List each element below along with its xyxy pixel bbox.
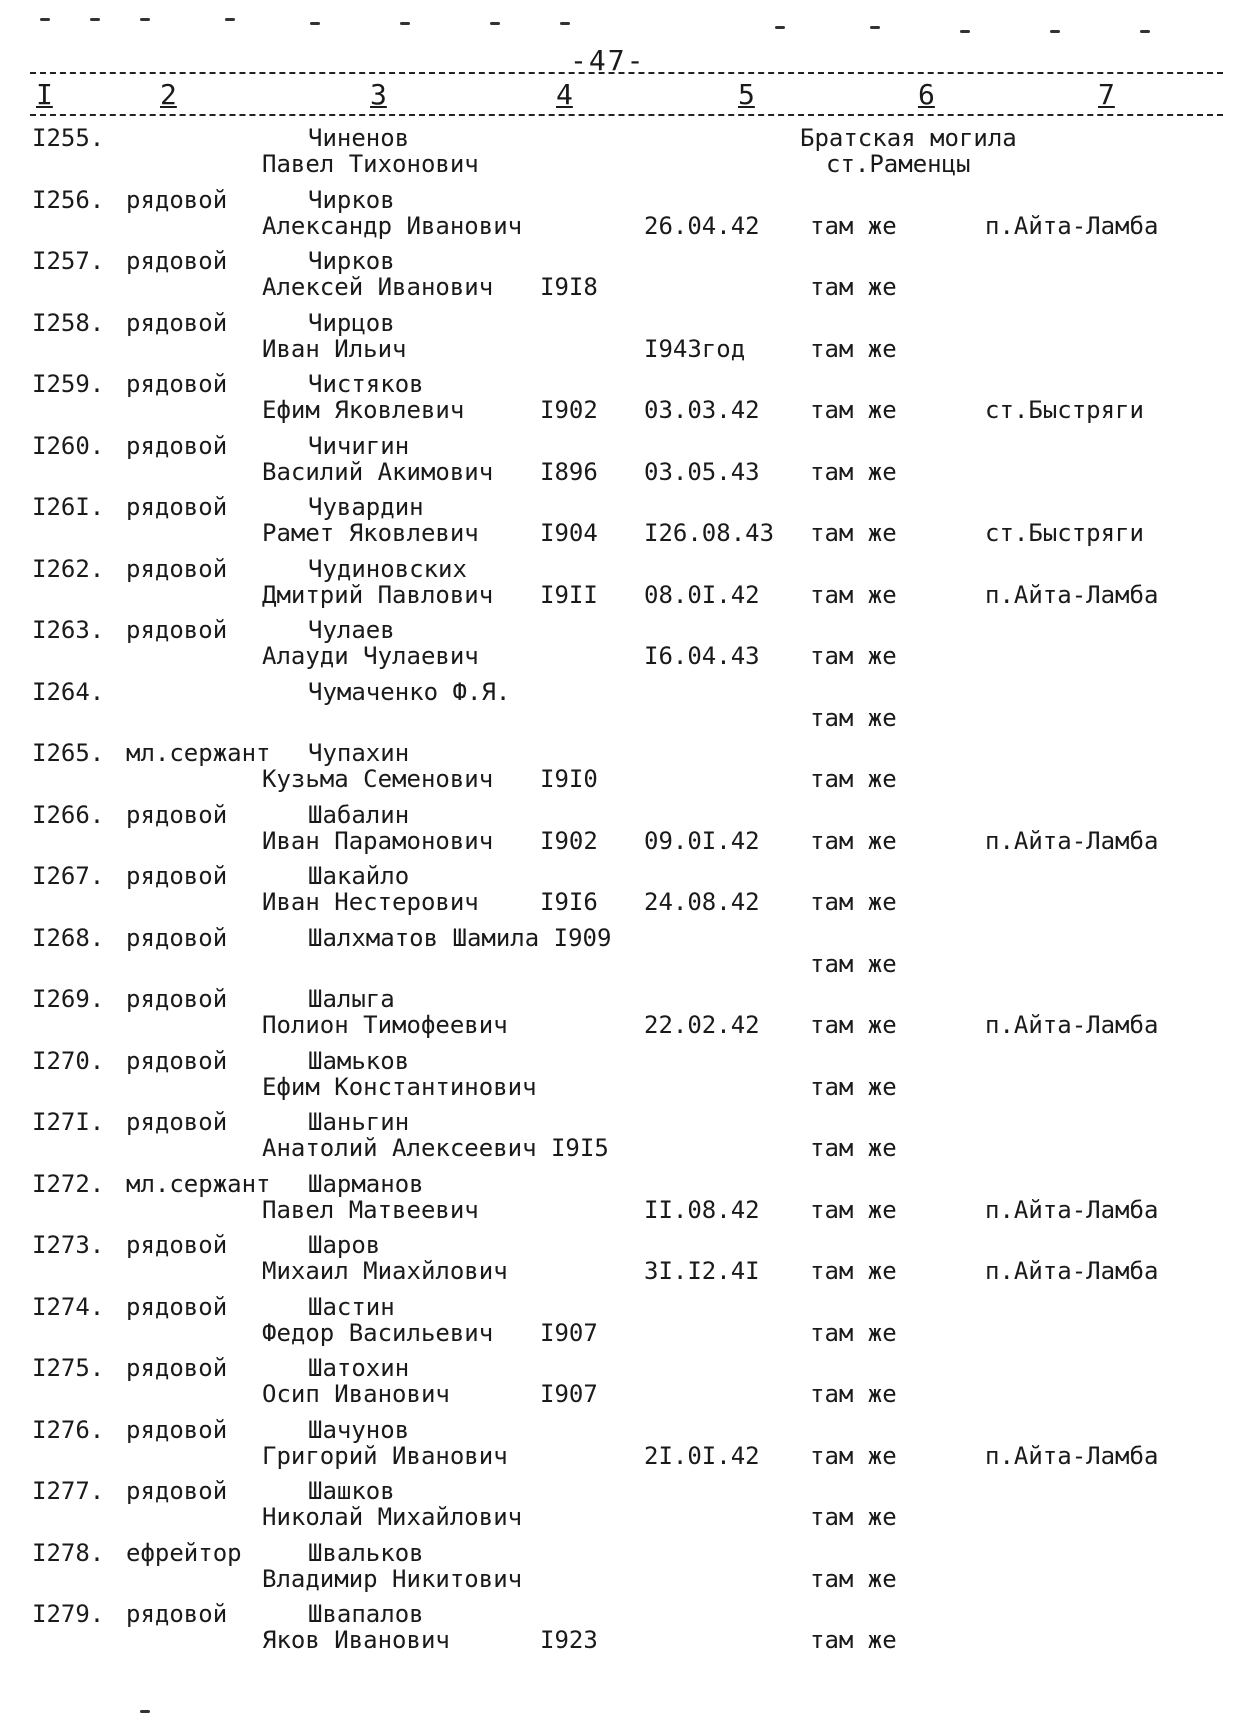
entry-surname: Шатохин (308, 1354, 410, 1382)
entry-place: ст.Быстряги (985, 396, 1144, 424)
entry-rank: рядовой (126, 554, 228, 583)
register-entry (0, 801, 1243, 861)
entry-num: I255. (32, 124, 105, 152)
entry-given: Николай Михайлович (262, 1503, 523, 1531)
entry-rank: ефрейтор (126, 1538, 242, 1567)
column-header-5: 5 (738, 78, 755, 111)
register-entry (0, 1477, 1243, 1537)
entry-burial: там же (810, 826, 897, 855)
entry-date: 24.08.42 (644, 888, 760, 916)
entry-rank: рядовой (126, 1108, 228, 1136)
entry-given: Иван Ильич (262, 334, 407, 363)
entry-place: п.Айта-Ламба (985, 1011, 1159, 1039)
entry-given: Анатолий Алексеевич I9I5 (262, 1134, 609, 1162)
entry-surname: Шалыга (308, 985, 395, 1013)
entry-burial: там же (810, 580, 897, 609)
entry-surname: Шаньгин (308, 1108, 410, 1136)
entry-rank: рядовой (126, 493, 228, 521)
entry-given: Владимир Никитович (262, 1564, 523, 1593)
entry-burial: там же (810, 1626, 897, 1654)
entry-num: I275. (32, 1354, 105, 1382)
entry-given: Рамет Яковлевич (262, 519, 479, 547)
entry-burial: там же (810, 1195, 897, 1224)
entry-num: I258. (32, 308, 105, 337)
entry-year: I907 (540, 1380, 598, 1408)
entry-rank: рядовой (126, 1354, 228, 1382)
entry-num: I257. (32, 247, 105, 275)
entry-num: I272. (32, 1169, 105, 1198)
entry-given: Ефим Яковлевич (262, 396, 465, 424)
entry-burial: там же (810, 1503, 897, 1531)
entry-num: I265. (32, 739, 105, 767)
register-entry (0, 924, 1243, 984)
entry-num: I264. (32, 677, 105, 706)
register-entry (0, 1600, 1243, 1660)
entry-surname: Шабалин (308, 800, 410, 829)
entry-place: ст.Раменцы (826, 150, 971, 178)
register-entry (0, 555, 1243, 615)
entry-burial: там же (810, 334, 897, 363)
entry-given: Алексей Иванович (262, 273, 494, 301)
entry-rank: рядовой (126, 1292, 228, 1321)
column-header-6: 6 (918, 78, 935, 111)
entry-num: I277. (32, 1477, 105, 1505)
entry-surname: Шаров (308, 1231, 381, 1259)
entry-place: ст.Быстряги (985, 519, 1144, 547)
register-entry (0, 247, 1243, 307)
entry-place: п.Айта-Ламба (985, 826, 1159, 855)
entry-place: п.Айта-Ламба (985, 1195, 1159, 1224)
register-entry (0, 1231, 1243, 1291)
register-entry (0, 1539, 1243, 1599)
entry-rank: рядовой (126, 1231, 228, 1259)
entry-rank: рядовой (126, 185, 228, 214)
entry-burial: там же (810, 1564, 897, 1593)
column-header-3: 3 (370, 78, 387, 111)
entry-num: I270. (32, 1046, 105, 1075)
entry-date: 26.04.42 (644, 211, 760, 240)
entry-given: Кузьма Семенович (262, 765, 494, 793)
entry-rank: рядовой (126, 616, 228, 644)
entry-year: I9I6 (540, 888, 598, 916)
entry-num: I274. (32, 1292, 105, 1321)
entry-num: I273. (32, 1231, 105, 1259)
entry-rank: мл.сержант (126, 739, 271, 767)
entry-year: I902 (540, 396, 598, 424)
entry-num: I259. (32, 370, 105, 398)
header-divider-bottom (30, 114, 1223, 116)
entry-surname: Чиненов (308, 124, 410, 152)
entry-given: Павел Матвеевич (262, 1195, 479, 1224)
entry-burial: там же (810, 1257, 897, 1285)
entry-surname: Чумаченко Ф.Я. (308, 677, 511, 706)
entry-rank: рядовой (126, 862, 228, 890)
entry-burial: там же (810, 765, 897, 793)
page-number: -47- (570, 44, 646, 77)
entry-year: I896 (540, 457, 598, 486)
entry-given: Полион Тимофеевич (262, 1011, 508, 1039)
entry-surname: Чудиновских (308, 554, 467, 583)
entry-date: 08.0I.42 (644, 580, 760, 609)
entry-given: Иван Нестерович (262, 888, 479, 916)
register-entry (0, 186, 1243, 246)
entry-place: п.Айта-Ламба (985, 211, 1159, 240)
entry-burial: там же (810, 211, 897, 240)
entry-year: I907 (540, 1318, 598, 1347)
entry-rank: рядовой (126, 1600, 228, 1628)
entry-num: I256. (32, 185, 105, 214)
register-entry (0, 1416, 1243, 1476)
entry-given: Яков Иванович (262, 1626, 450, 1654)
entry-burial: там же (810, 949, 897, 978)
header-divider-top (30, 72, 1223, 74)
register-entry (0, 678, 1243, 738)
entry-given: Дмитрий Павлович (262, 580, 494, 609)
entry-burial: Братская могила (800, 124, 1017, 152)
entry-date: 2I.0I.42 (644, 1441, 760, 1470)
register-entry (0, 1108, 1243, 1168)
column-header-2: 2 (160, 78, 177, 111)
entry-rank: рядовой (126, 370, 228, 398)
entry-surname: Чирков (308, 247, 395, 275)
entry-given: Алауди Чулаевич (262, 642, 479, 670)
entry-surname: Чупахин (308, 739, 410, 767)
column-header-7: 7 (1098, 78, 1115, 111)
register-entry (0, 1293, 1243, 1353)
register-entry (0, 616, 1243, 676)
entry-rank: рядовой (126, 1046, 228, 1075)
entry-surname: Шашков (308, 1477, 395, 1505)
entry-num: I266. (32, 800, 105, 829)
entry-date: 09.0I.42 (644, 826, 760, 855)
entry-surname: Шалхматов Шамила I909 (308, 923, 612, 952)
entry-num: I262. (32, 554, 105, 583)
column-header-4: 4 (556, 78, 573, 111)
entry-year: I904 (540, 519, 598, 547)
entry-burial: там же (810, 1072, 897, 1101)
entry-year: I902 (540, 826, 598, 855)
entry-surname: Чирцов (308, 308, 395, 337)
register-entry (0, 370, 1243, 430)
entry-rank: рядовой (126, 923, 228, 952)
entry-burial: там же (810, 1134, 897, 1162)
entry-num: I267. (32, 862, 105, 890)
register-entry (0, 1354, 1243, 1414)
entry-surname: Чирков (308, 185, 395, 214)
entry-burial: там же (810, 1318, 897, 1347)
entry-surname: Шачунов (308, 1415, 410, 1444)
register-entry (0, 309, 1243, 369)
entry-rank: рядовой (126, 985, 228, 1013)
register-entry (0, 432, 1243, 492)
entry-given: Григорий Иванович (262, 1441, 508, 1470)
register-entry (0, 862, 1243, 922)
entry-num: I276. (32, 1415, 105, 1444)
entry-rank: рядовой (126, 308, 228, 337)
entry-surname: Швальков (308, 1538, 424, 1567)
entry-num: I27I. (32, 1108, 105, 1136)
entry-rank: рядовой (126, 1415, 228, 1444)
entry-burial: там же (810, 888, 897, 916)
entry-surname: Чичигин (308, 431, 410, 460)
entry-burial: там же (810, 703, 897, 732)
entry-burial: там же (810, 457, 897, 486)
entry-year: I9I0 (540, 765, 598, 793)
entry-surname: Чулаев (308, 616, 395, 644)
register-entry (0, 1170, 1243, 1230)
entry-given: Ефим Константинович (262, 1072, 537, 1101)
entry-burial: там же (810, 1441, 897, 1470)
entry-date: 3I.I2.4I (644, 1257, 760, 1285)
entry-surname: Шарманов (308, 1169, 424, 1198)
entry-surname: Шамьков (308, 1046, 410, 1075)
entry-burial: там же (810, 273, 897, 301)
entry-burial: там же (810, 1011, 897, 1039)
entry-place: п.Айта-Ламба (985, 1257, 1159, 1285)
column-header-1: I (36, 78, 53, 111)
entry-burial: там же (810, 519, 897, 547)
entry-given: Осип Иванович (262, 1380, 450, 1408)
entry-surname: Шастин (308, 1292, 395, 1321)
entry-date: I6.04.43 (644, 642, 760, 670)
entry-date: I26.08.43 (644, 519, 775, 547)
entry-burial: там же (810, 642, 897, 670)
entry-year: I9II (540, 580, 598, 609)
entry-date: 03.03.42 (644, 396, 760, 424)
entry-burial: там же (810, 1380, 897, 1408)
register-entry (0, 739, 1243, 799)
entry-surname: Швапалов (308, 1600, 424, 1628)
register-entry (0, 1047, 1243, 1107)
entry-num: I269. (32, 985, 105, 1013)
entry-year: I9I8 (540, 273, 598, 301)
entry-surname: Чистяков (308, 370, 424, 398)
entry-given: Павел Тихонович (262, 150, 479, 178)
entry-date: 22.02.42 (644, 1011, 760, 1039)
entry-num: I26I. (32, 493, 105, 521)
entry-given: Федор Васильевич (262, 1318, 494, 1347)
register-entry (0, 124, 1243, 184)
register-entry (0, 493, 1243, 553)
entry-given: Василий Акимович (262, 457, 494, 486)
entry-num: I260. (32, 431, 105, 460)
entry-given: Иван Парамонович (262, 826, 494, 855)
entry-num: I263. (32, 616, 105, 644)
entry-rank: рядовой (126, 431, 228, 460)
entry-burial: там же (810, 396, 897, 424)
entry-rank: рядовой (126, 800, 228, 829)
register-entry (0, 985, 1243, 1045)
entry-surname: Шакайло (308, 862, 410, 890)
entry-num: I268. (32, 923, 105, 952)
entry-num: I279. (32, 1600, 105, 1628)
entry-rank: рядовой (126, 247, 228, 275)
entry-num: I278. (32, 1538, 105, 1567)
entry-rank: рядовой (126, 1477, 228, 1505)
entry-surname: Чувардин (308, 493, 424, 521)
entry-date: I943год (644, 334, 746, 363)
entry-date: II.08.42 (644, 1195, 760, 1224)
entry-given: Александр Иванович (262, 211, 523, 240)
entry-place: п.Айта-Ламба (985, 1441, 1159, 1470)
entry-given: Михаил Миахйлович (262, 1257, 508, 1285)
entry-date: 03.05.43 (644, 457, 760, 486)
entry-place: п.Айта-Ламба (985, 580, 1159, 609)
entry-year: I923 (540, 1626, 598, 1654)
entry-rank: мл.сержант (126, 1169, 271, 1198)
